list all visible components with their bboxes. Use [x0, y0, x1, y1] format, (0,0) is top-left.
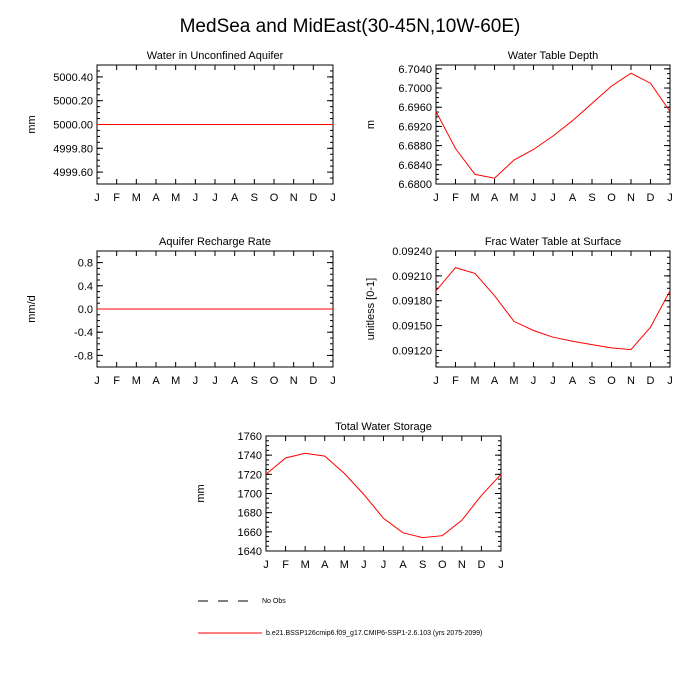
x-tick-label: A	[399, 559, 407, 571]
x-tick-label: J	[498, 559, 504, 571]
y-tick-label: 0.09150	[392, 320, 432, 333]
y-tick-label: 1640	[237, 546, 262, 558]
y-tick-label: 4999.60	[53, 167, 93, 180]
x-tick-label: M	[131, 375, 141, 387]
x-tick-label: A	[230, 192, 239, 204]
y-tick-label: 0.09180	[392, 295, 432, 308]
y-tick-label: 4999.80	[53, 143, 93, 156]
y-tick-label: 6.7000	[398, 83, 432, 96]
x-tick-label: J	[530, 192, 537, 204]
x-tick-label: J	[380, 559, 387, 571]
x-tick-label: O	[607, 375, 616, 387]
x-tick-label: D	[309, 192, 318, 204]
x-tick-label: J	[433, 192, 439, 204]
x-tick-label: N	[457, 559, 466, 571]
x-tick-label: J	[433, 375, 439, 387]
x-tick-label: J	[94, 375, 100, 387]
x-tick-label: F	[113, 192, 121, 204]
x-tick-label: S	[250, 192, 259, 204]
x-tick-label: J	[667, 375, 673, 387]
x-tick-label: M	[131, 192, 141, 204]
legend-model-label: b.e21.BSSP126cmip6.f09_g17.CMIP6-SSP1-2.6.103 (yrs 2075-2099)	[266, 630, 483, 637]
x-tick-label: F	[452, 192, 459, 204]
y-tick-label: 1720	[237, 469, 262, 482]
y-tick-label: -0.8	[74, 350, 93, 363]
plot-frame	[436, 251, 670, 367]
series-line	[436, 73, 670, 178]
y-tick-label: 5000.00	[53, 119, 93, 132]
x-tick-label: A	[490, 375, 499, 387]
x-tick-label: M	[171, 375, 181, 387]
x-tick-label: S	[588, 192, 596, 204]
series-line	[436, 268, 670, 350]
panel-water-in-unconfined-aquifer	[26, 50, 336, 204]
x-tick-label: S	[588, 375, 596, 387]
x-tick-label: J	[94, 192, 100, 204]
x-tick-label: N	[289, 192, 298, 204]
x-tick-label: A	[152, 375, 160, 387]
x-tick-label: N	[627, 375, 635, 387]
x-tick-label: M	[300, 559, 310, 571]
x-tick-label: O	[269, 192, 279, 204]
panel-total-water-storage	[195, 421, 504, 571]
legend-obs-label: No Obs	[262, 598, 286, 605]
y-axis-label: mm/d	[26, 295, 38, 323]
x-tick-label: F	[452, 375, 459, 387]
x-tick-label: D	[477, 559, 486, 571]
y-axis-label: mm	[195, 484, 207, 503]
y-tick-label: 6.6880	[398, 140, 432, 153]
x-tick-label: O	[607, 192, 616, 204]
x-tick-label: M	[470, 375, 480, 387]
x-tick-label: S	[418, 559, 427, 571]
x-tick-label: J	[550, 375, 556, 387]
panel-title: Total Water Storage	[335, 421, 432, 433]
x-tick-label: J	[192, 375, 199, 387]
x-tick-label: M	[509, 192, 519, 204]
y-tick-label: -0.4	[74, 327, 93, 340]
y-tick-label: 0.0	[77, 304, 93, 316]
x-tick-label: A	[230, 375, 239, 387]
y-tick-label: 0.09120	[392, 345, 432, 358]
panel-title: Aquifer Recharge Rate	[159, 236, 271, 248]
y-tick-label: 6.6960	[398, 102, 432, 115]
x-tick-label: O	[269, 375, 279, 387]
y-axis-label: mm	[26, 115, 38, 134]
figure-title: MedSea and MidEast(30-45N,10W-60E)	[179, 16, 521, 37]
y-axis-label: unitless [0-1]	[365, 277, 377, 341]
x-tick-label: J	[361, 559, 367, 571]
x-tick-label: J	[330, 375, 336, 387]
y-tick-label: 0.09210	[392, 270, 432, 283]
x-tick-label: N	[289, 375, 298, 387]
x-tick-label: F	[282, 559, 289, 571]
x-tick-label: D	[309, 375, 318, 387]
y-tick-label: 6.6920	[398, 121, 432, 134]
y-axis-label: m	[365, 119, 377, 130]
panel-aquifer-recharge-rate	[26, 236, 336, 387]
y-tick-label: 6.7040	[398, 63, 432, 76]
x-tick-label: J	[550, 192, 556, 204]
panel-water-table-depth	[365, 50, 673, 204]
x-tick-label: M	[470, 192, 480, 204]
x-tick-label: O	[437, 559, 447, 571]
x-tick-label: J	[263, 559, 269, 571]
x-tick-label: J	[212, 375, 218, 387]
y-tick-label: 0.09240	[392, 246, 432, 258]
y-tick-label: 6.6840	[398, 159, 432, 172]
x-tick-label: A	[568, 192, 577, 204]
x-tick-label: J	[667, 192, 673, 204]
y-tick-label: 1760	[237, 431, 262, 443]
y-tick-label: 0.4	[77, 280, 93, 293]
y-tick-label: 6.6800	[398, 179, 432, 191]
panel-title: Water Table Depth	[507, 50, 599, 62]
x-tick-label: D	[646, 192, 655, 204]
x-tick-label: J	[192, 192, 199, 204]
x-tick-label: A	[321, 559, 329, 571]
x-tick-label: M	[509, 375, 519, 387]
x-tick-label: S	[250, 375, 259, 387]
x-tick-label: J	[530, 375, 537, 387]
y-tick-label: 5000.40	[53, 71, 93, 84]
x-tick-label: F	[113, 375, 121, 387]
x-tick-label: A	[490, 192, 499, 204]
x-tick-label: D	[646, 375, 655, 387]
x-tick-label: A	[152, 192, 160, 204]
y-tick-label: 0.8	[77, 257, 93, 270]
legend	[198, 598, 482, 637]
y-tick-label: 1680	[237, 507, 262, 520]
x-tick-label: N	[627, 192, 635, 204]
x-tick-label: J	[330, 192, 336, 204]
panel-title: Frac Water Table at Surface	[484, 236, 622, 248]
y-tick-label: 1740	[237, 450, 262, 463]
panel-frac-water-table-at-surface	[365, 236, 673, 387]
x-tick-label: A	[568, 375, 577, 387]
y-tick-label: 5000.20	[53, 95, 93, 108]
y-tick-label: 1700	[237, 488, 262, 501]
x-tick-label: M	[171, 192, 181, 204]
series-line	[266, 453, 501, 537]
x-tick-label: J	[212, 192, 218, 204]
plot-frame	[266, 436, 501, 551]
panel-title: Water in Unconfined Aquifer	[146, 50, 284, 62]
x-tick-label: M	[339, 559, 349, 571]
plot-frame	[436, 65, 670, 184]
y-tick-label: 1660	[237, 526, 262, 539]
